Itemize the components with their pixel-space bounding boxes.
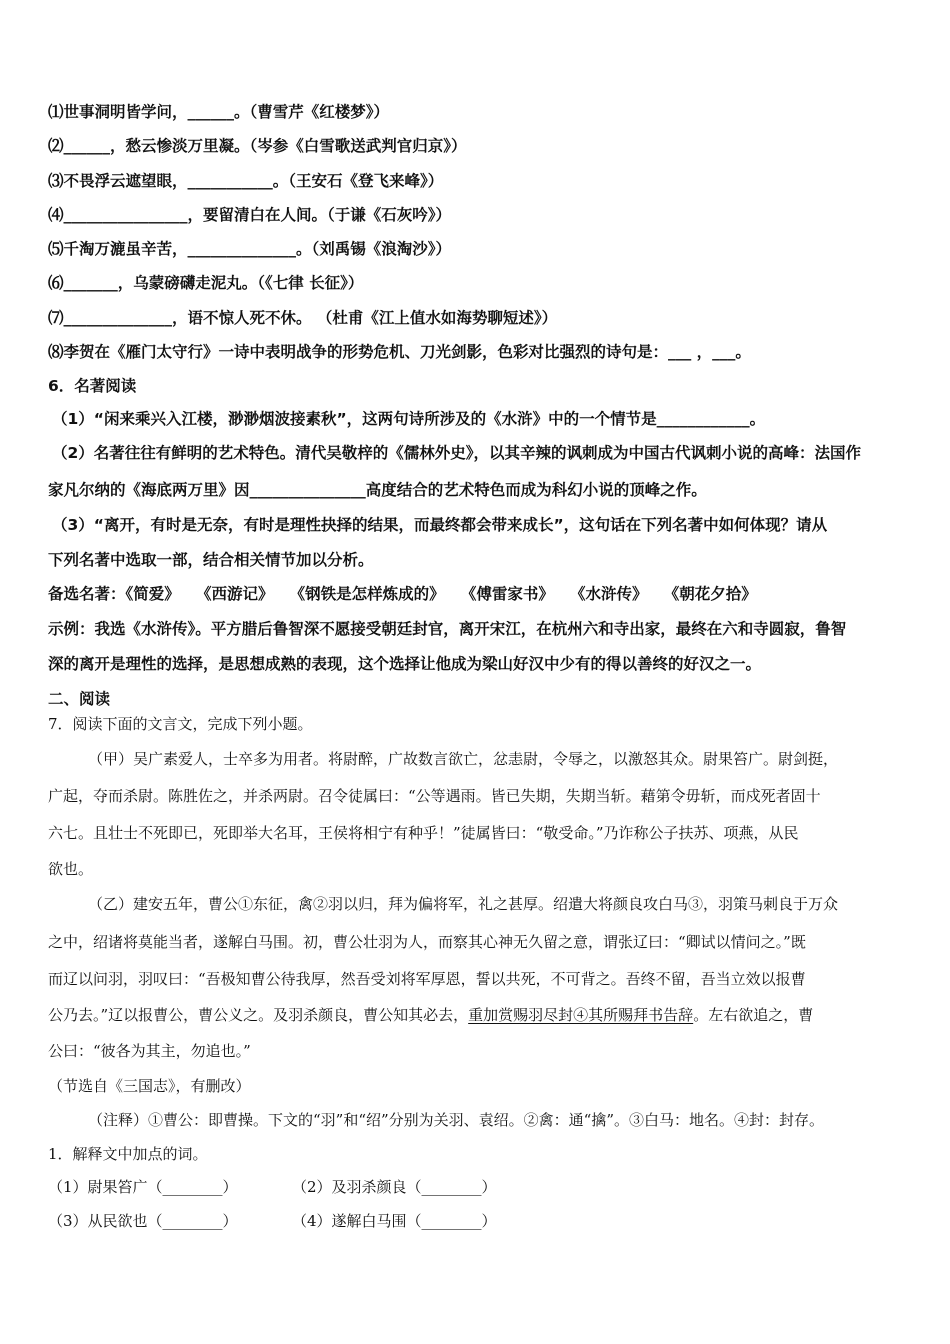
q6-part3-line1: （3）“离开，有时是无奈，有时是理性抉择的结果，而最终都会带来成长”，这句话在下列名著中如何体现？请从 — [52, 516, 828, 534]
poem-line-5: ⑸千淘万漉虽辛苦，______________。（刘禹锡《浪淘沙》） — [48, 240, 452, 258]
sub-question-item-4: （4）遂解白马围（________） — [292, 1212, 497, 1230]
q6-part2-line1: （2）名著往往有鲜明的艺术特色。清代吴敬梓的《儒林外史》，以其辛辣的讽刺成为中国古代讽刺小说的高峰：法国作 — [52, 444, 862, 462]
q6-example-line2: 深的离开是理性的选择，是思想成熟的表现，这个选择让他成为梁山好汉中少有的得以善终的好汉之一。 — [48, 655, 762, 673]
yi-line-4-end: 。左右欲追之，曹 — [693, 1006, 814, 1024]
poem-line-2: ⑵______，愁云惨淡万里凝。（岑参《白雪歌送武判官归京》） — [48, 137, 467, 155]
q6-part3-line2: 下列名著中选取一部，结合相关情节加以分析。 — [48, 551, 374, 569]
jia-line-1: （甲）吴广素爱人，士卒多为用者。将尉醉，广故数言欲亡，忿恚尉，令辱之，以激怒其众。尉果笞广。尉剑挺， — [88, 750, 839, 768]
yi-line-5: 公曰：“彼各为其主，勿追也。” — [48, 1042, 251, 1060]
yi-line-4-start: 公乃去。”辽以报曹公，曹公义之。及羽杀颜良，曹公知其必去， — [48, 1006, 469, 1024]
jia-line-4: 欲也。 — [48, 860, 94, 878]
q6-part1: （1）“闲来乘兴入江楼，渺渺烟波接素秋”，这两句诗所涉及的《水浒》中的一个情节是____________。 — [52, 410, 766, 428]
poem-line-8: ⑻李贺在《雁门太守行》一诗中表明战争的形势危机、刀光剑影，色彩对比强烈的诗句是：___ ，___。 — [48, 343, 751, 361]
yi-line-4 — [48, 1004, 813, 1026]
q7-instruction: 7．阅读下面的文言文，完成下列小题。 — [48, 715, 313, 733]
yi-line-1: （乙）建安五年，曹公①东征，禽②羽以归，拜为偏将军，礼之甚厚。绍遣大将颜良攻白马③，羽策马刺良于万众 — [88, 895, 839, 913]
sub-question-item-2: （2）及羽杀颜良（________） — [292, 1178, 497, 1196]
q6-book-list: 备选名著：《简爱》 《西游记》 《钢铁是怎样炼成的》 《傅雷家书》 《水浒传》 《朝花夕拾》 — [48, 585, 757, 603]
yi-line-2: 之中，绍诸将莫能当者，遂解白马围。初，曹公壮羽为人，而察其心神无久留之意，谓张辽曰：“卿试以情问之。”既 — [48, 933, 806, 951]
q6-heading: 6．名著阅读 — [48, 377, 137, 395]
section-heading: 二、阅读 — [48, 690, 111, 708]
sub-question-title: 1．解释文中加点的词。 — [48, 1145, 208, 1163]
annotation-note: （注释）①曹公：即曹操。下文的“羽”和“绍”分别为关羽、袁绍。②禽：通“擒”。③白马：地名。④封：封存。 — [88, 1111, 825, 1129]
jia-line-2: 广起，夺而杀尉。陈胜佐之，并杀两尉。召令徒属曰：“公等遇雨。皆已失期，失期当斩。藉第令毋斩，而戍死者固十 — [48, 787, 821, 805]
poem-line-6: ⑹_______，乌蒙磅礴走泥丸。（《七律 长征》） — [48, 274, 364, 292]
poem-line-3: ⑶不畏浮云遮望眼，___________。（王安石《登飞来峰》） — [48, 172, 444, 190]
underlined-sentence: 重加赏赐羽尽封④其所赐拜书告辞 — [468, 1006, 694, 1024]
q6-part2-line2: 家凡尔纳的《海底两万里》因_______________高度结合的艺术特色而成为科幻小说的顶峰之作。 — [48, 481, 707, 499]
poem-line-1: ⑴世事洞明皆学问，______。（曹雪芹《红楼梦》） — [48, 103, 390, 121]
poem-line-7: ⑺______________，语不惊人死不休。 （杜甫《江上值水如海势聊短述》） — [48, 309, 558, 327]
source-note: （节选自《三国志》，有删改） — [48, 1077, 251, 1095]
q6-example-line1: 示例：我选《水浒传》。平方腊后鲁智深不愿接受朝廷封官，离开宋江，在杭州六和寺出家，最终在六和寺圆寂，鲁智 — [48, 620, 847, 638]
poem-line-4: ⑷________________，要留清白在人间。（于谦《石灰吟》） — [48, 206, 452, 224]
sub-question-item-3: （3）从民欲也（________） — [48, 1212, 238, 1230]
yi-line-3: 而辽以问羽，羽叹曰：“吾极知曹公待我厚，然吾受刘将军厚恩，誓以共死，不可背之。吾终不留，吾当立效以报曹 — [48, 970, 806, 988]
jia-line-3: 六七。且壮士不死即已，死即举大名耳，王侯将相宁有种乎！”徒属皆曰：“敬受命。”乃诈称公子扶苏、项燕，从民 — [48, 824, 799, 842]
sub-question-item-1: （1）尉果笞广（________） — [48, 1178, 238, 1196]
